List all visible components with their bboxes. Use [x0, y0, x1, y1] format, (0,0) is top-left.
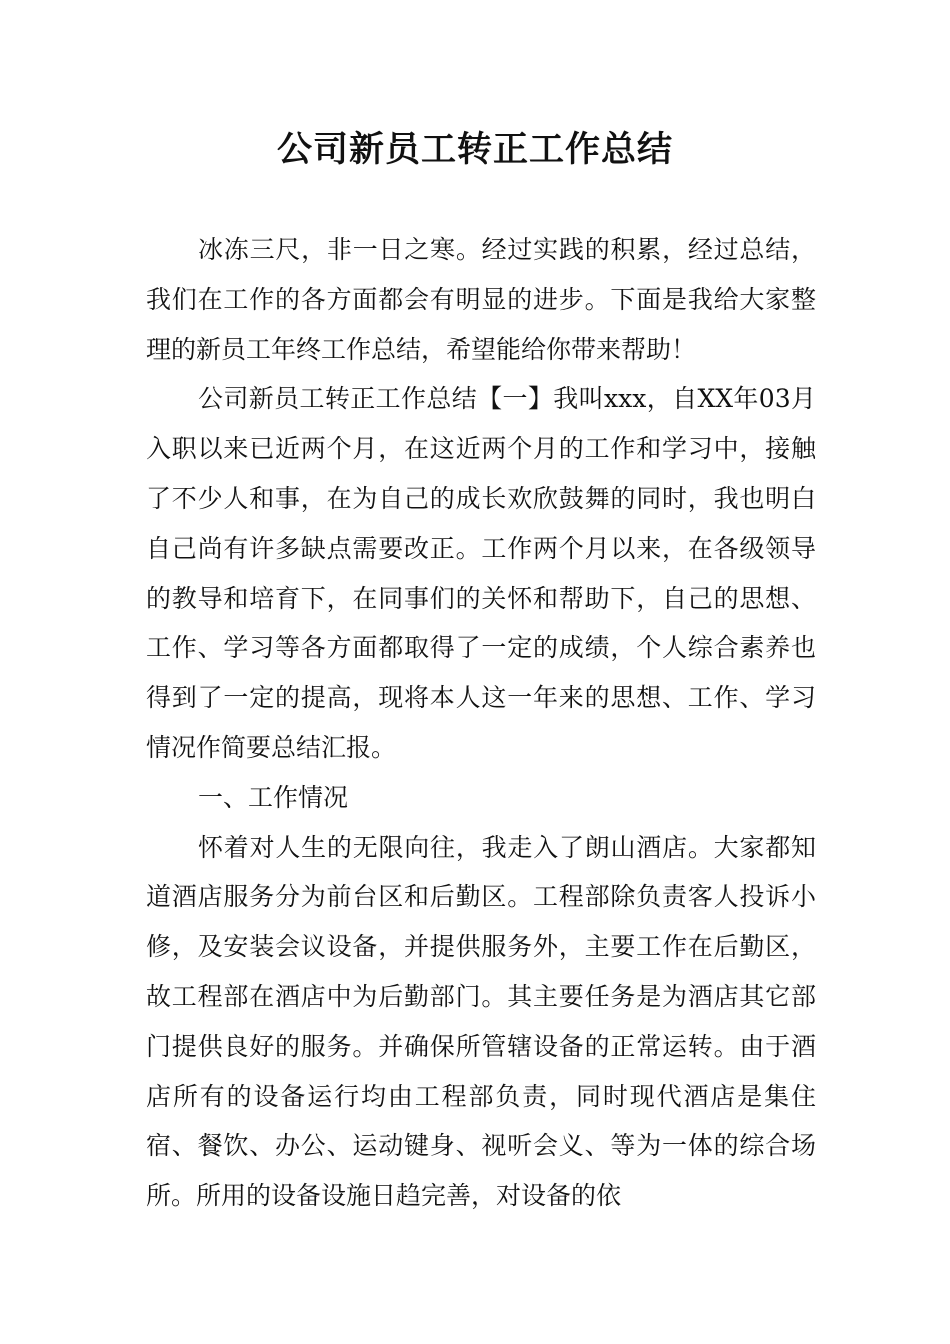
paragraph-intro: 冰冻三尺，非一日之寒。经过实践的积累，经过总结，我们在工作的各方面都会有明显的进步。下面是我给大家整理的新员工年终工作总结，希望能给你带来帮助！	[146, 235, 816, 364]
section-heading-work: 一、工作情况	[198, 782, 349, 812]
document-title: 公司新员工转正工作总结	[276, 130, 673, 170]
paragraph-summary-one: 公司新员工转正工作总结【一】我叫xxx，自XX年03月入职以来已近两个月，在这近两个月的工作和学习中，接触了不少人和事，在为自己的成长欢欣鼓舞的同时，我也明白自己尚有许多缺点需要改正。工作两个月以来，在各级领导的教导和培育下，在同事们的关怀和帮助下，自己的思想、工作、学习等各方面都取得了一定的成绩，个人综合素养也得到了一定的提高，现将本人这一年来的思想、工作、学习情况作简要总结汇报。	[146, 384, 816, 762]
document-body	[146, 225, 816, 1221]
paragraph-work-details: 怀着对人生的无限向往，我走入了朗山酒店。大家都知道酒店服务分为前台区和后勤区。工程部除负责客人投诉小修，及安装会议设备，并提供服务外，主要工作在后勤区，故工程部在酒店中为后勤部门。其主要任务是为酒店其它部门提供良好的服务。并确保所管辖设备的正常运转。由于酒店所有的设备运行均由工程部负责，同时现代酒店是集住宿、餐饮、办公、运动键身、视听会义、等为一体的综合场所。所用的设备设施日趋完善，对设备的依	[146, 832, 816, 1211]
